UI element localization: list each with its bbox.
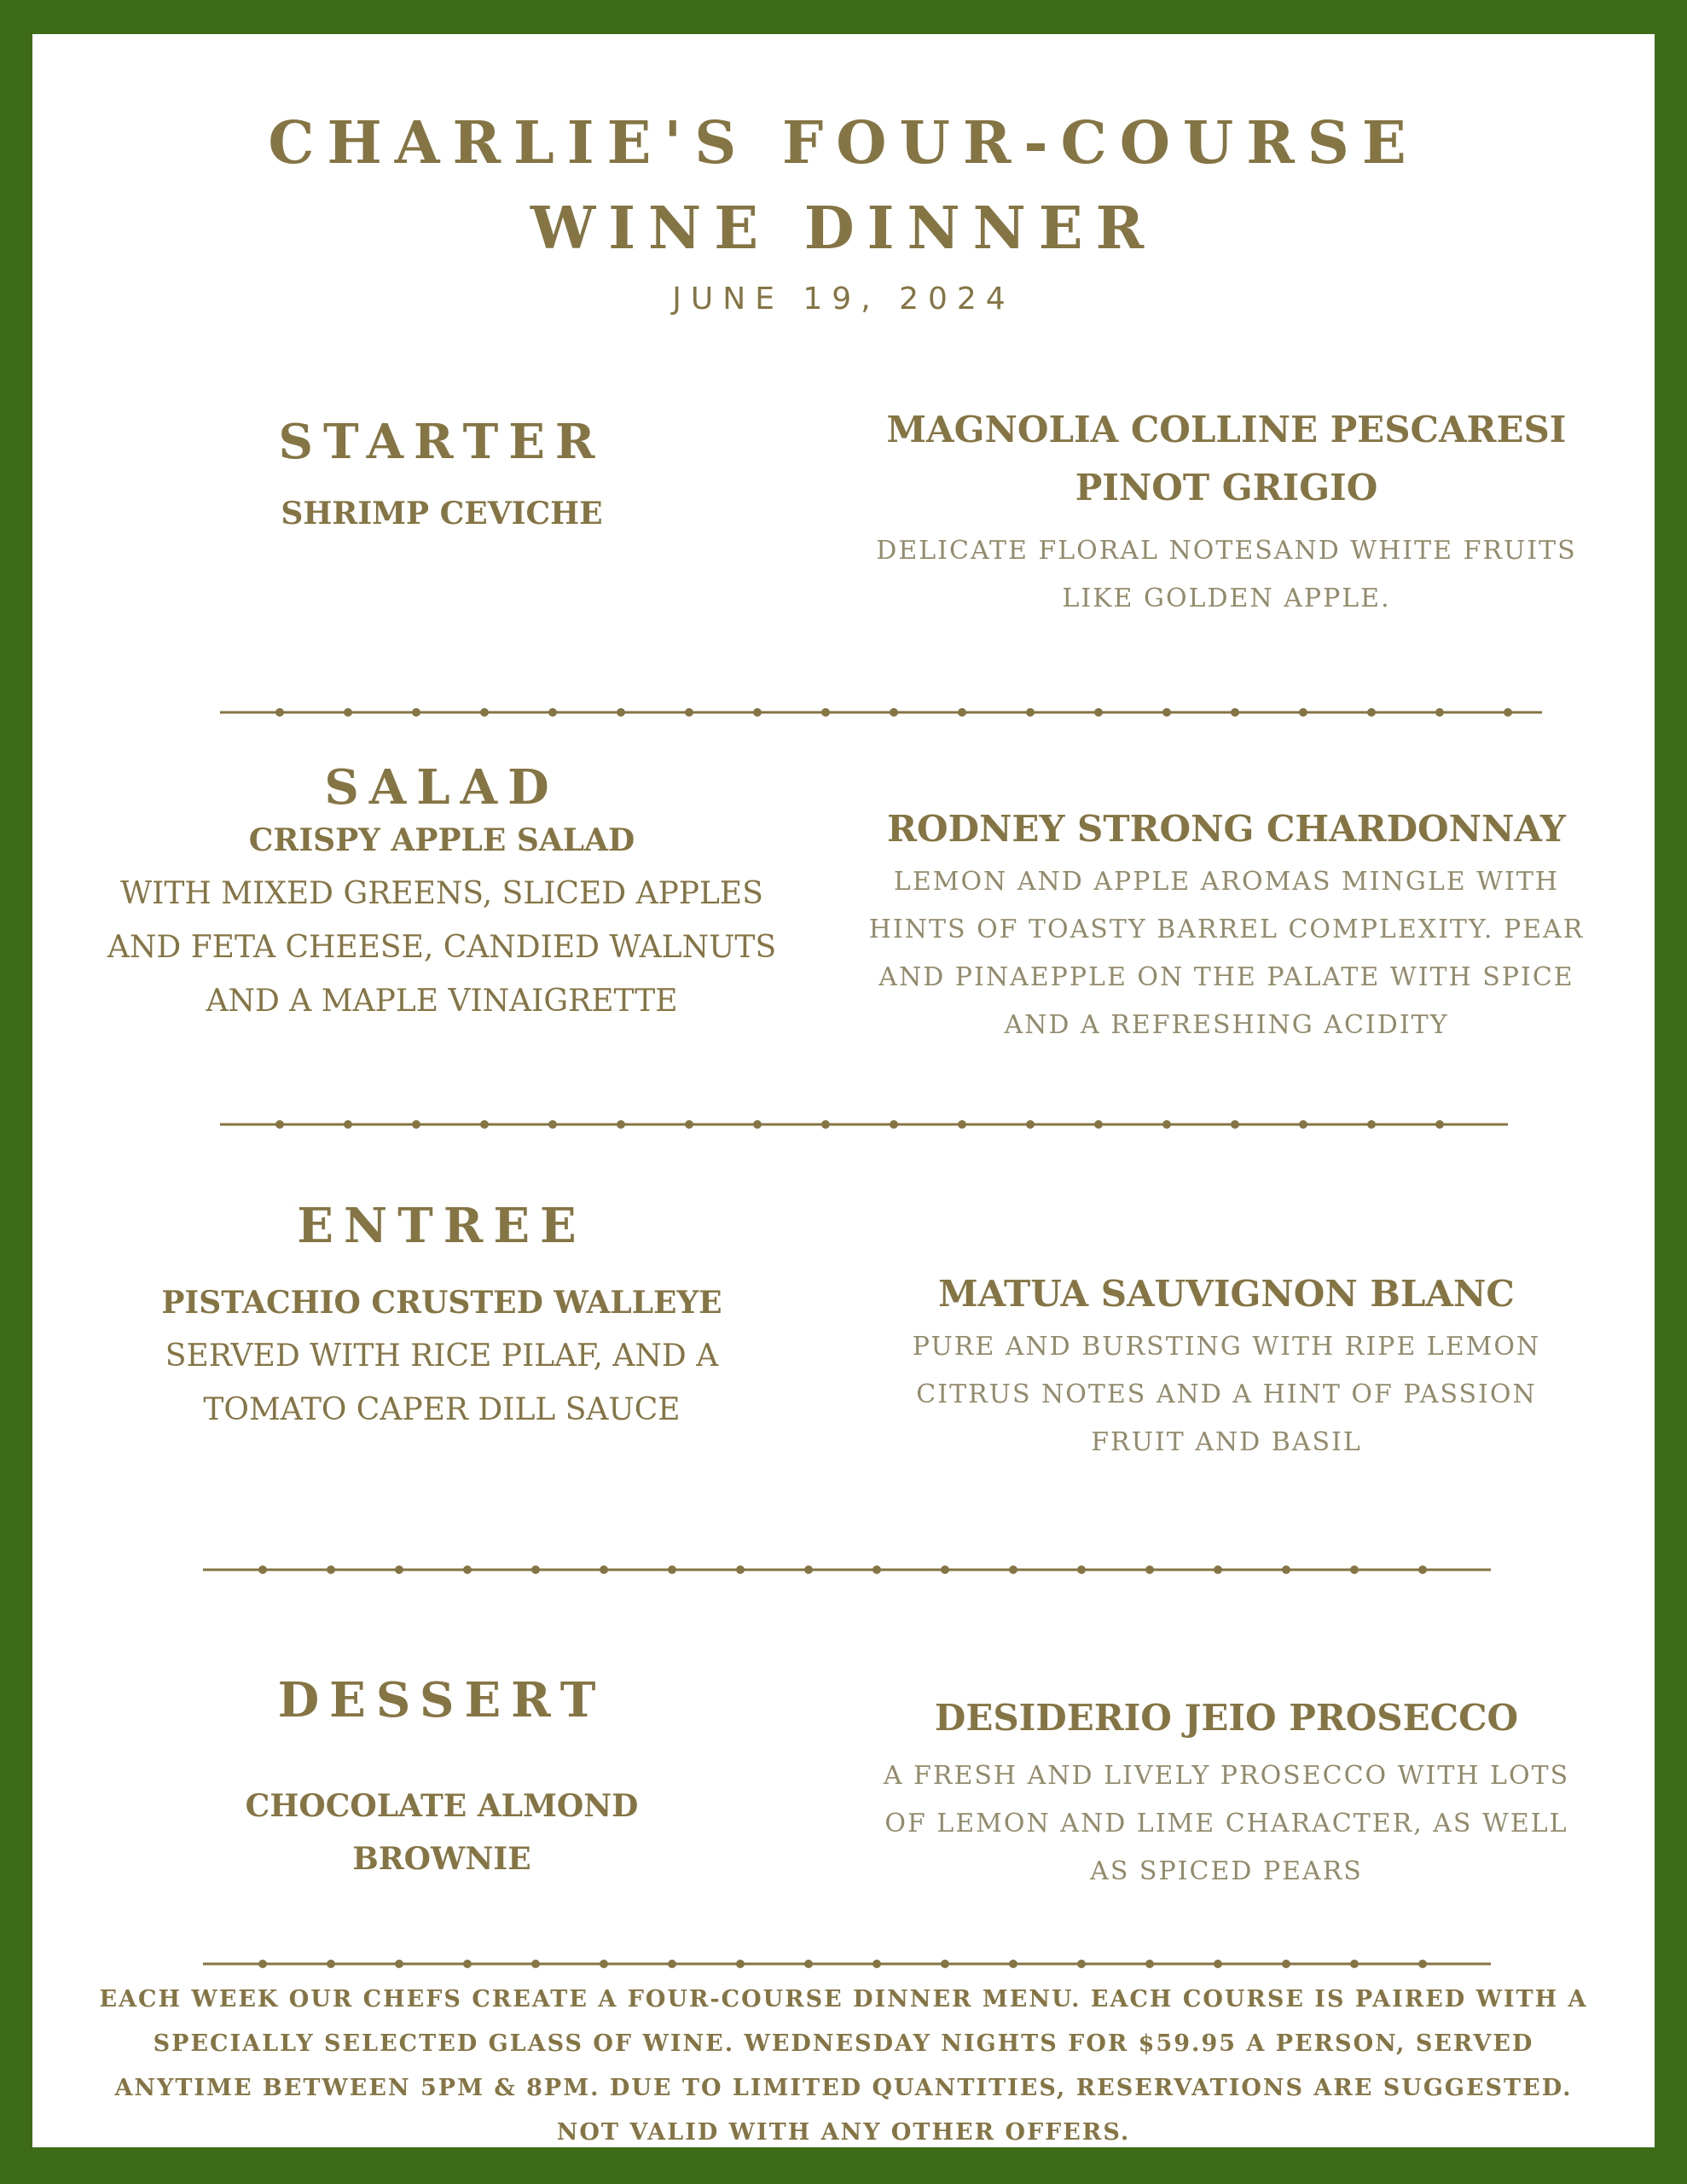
divider-dot xyxy=(1504,708,1512,717)
wine-description-salad: LEMON AND APPLE AROMAS MINGLE WITH HINTS OF TOASTY BARREL COMPLEXITY. PEAR AND PINAEPPLE ON THE PALATE WITH SPICE AND A REFRESHING ACIDITY xyxy=(868,867,1585,1040)
divider-dot xyxy=(872,1565,881,1574)
wine-description-starter: DELICATE FLORAL NOTESAND WHITE FRUITS LIKE GOLDEN APPLE. xyxy=(876,536,1577,613)
divider-dot xyxy=(275,708,284,717)
section-divider-4 xyxy=(203,1955,1491,1972)
divider-dot xyxy=(1145,1565,1154,1574)
title-line-2: WINE DINNER xyxy=(530,195,1157,263)
divider-dot xyxy=(941,1960,949,1968)
divider-dot xyxy=(275,1120,284,1129)
divider-dot xyxy=(327,1565,335,1574)
divider-dot xyxy=(668,1960,676,1968)
divider-dot xyxy=(412,1120,420,1129)
page-title xyxy=(32,101,1655,271)
course-name-entree: ENTREE xyxy=(297,1198,587,1254)
divider-dot xyxy=(1214,1960,1222,1968)
dessert-wine-block xyxy=(809,1689,1644,1896)
dessert-dish-block xyxy=(101,1670,783,1885)
divider-dot xyxy=(600,1565,608,1574)
divider-dot xyxy=(1367,1120,1376,1129)
section-divider-2 xyxy=(220,1116,1508,1133)
divider-dot xyxy=(1077,1565,1086,1574)
divider-dot xyxy=(1214,1565,1222,1574)
footer-note: EACH WEEK OUR CHEFS CREATE A FOUR-COURSE DINNER MENU. EACH COURSE IS PAIRED WITH A SPECIALLY SELECTED GLASS OF WINE. WEDNESDAY NIGHTS FOR $59.95 A PERSON, SERVED ANYTIME BETWEEN 5PM & 8PM. DUE TO LIMITED QUANTITIES, RESERVATIONS ARE SUGGESTED. NOT VALID WITH ANY OTHER OFFERS. xyxy=(99,1986,1588,2146)
divider-dot xyxy=(463,1960,472,1968)
divider-dot xyxy=(480,1120,489,1129)
divider-dot xyxy=(617,708,625,717)
dish-description-salad: WITH MIXED GREENS, SLICED APPLES AND FETA CHEESE, CANDIED WALNUTS AND A MAPLE VINAIGRETTE xyxy=(107,876,777,1019)
divider-dot xyxy=(753,1120,762,1129)
divider-dot xyxy=(1026,1120,1035,1129)
divider-dot xyxy=(685,1120,693,1129)
divider-dot xyxy=(685,708,693,717)
divider-dot xyxy=(941,1565,949,1574)
entree-dish-block xyxy=(101,1196,783,1437)
divider-dot xyxy=(1231,1120,1239,1129)
divider-dot xyxy=(548,1120,557,1129)
divider-dot xyxy=(736,1960,745,1968)
divider-dot xyxy=(548,708,557,717)
divider-dot xyxy=(344,1120,352,1129)
divider-dot xyxy=(395,1565,403,1574)
divider-dot xyxy=(531,1565,540,1574)
divider-dot xyxy=(890,1120,898,1129)
starter-dish-block xyxy=(101,412,783,540)
divider-dot xyxy=(1094,708,1103,717)
divider-dot xyxy=(1162,1120,1171,1129)
divider-dot xyxy=(327,1960,335,1968)
divider-dot xyxy=(395,1960,403,1968)
divider-dot xyxy=(1009,1565,1017,1574)
course-name-starter: STARTER xyxy=(278,414,606,470)
wine-description-dessert: A FRESH AND LIVELY PROSECCO WITH LOTS OF LEMON AND LIME CHARACTER, AS WELL AS SPICED PEARS xyxy=(883,1761,1570,1886)
starter-wine-block xyxy=(809,401,1644,623)
divider-dot xyxy=(1282,1960,1290,1968)
divider-dot xyxy=(258,1565,267,1574)
divider-dot xyxy=(736,1565,745,1574)
course-name-dessert: DESSERT xyxy=(277,1672,606,1728)
divider-dot xyxy=(1162,708,1171,717)
wine-name-entree: MATUA SAUVIGNON BLANC xyxy=(938,1273,1515,1315)
course-name-salad: SALAD xyxy=(324,759,559,816)
divider-dot xyxy=(1282,1565,1290,1574)
divider-dot xyxy=(463,1565,472,1574)
divider-dot xyxy=(1435,1120,1444,1129)
section-divider-3 xyxy=(203,1561,1491,1578)
divider-dot xyxy=(531,1960,540,1968)
divider-dot xyxy=(1145,1960,1154,1968)
dish-name-salad: CRISPY APPLE SALAD xyxy=(248,822,635,858)
divider-dot xyxy=(1350,1565,1359,1574)
divider-dot xyxy=(890,708,898,717)
title-line-1: CHARLIE'S FOUR-COURSE xyxy=(268,109,1419,177)
section-divider-1 xyxy=(220,704,1542,721)
divider-dot xyxy=(1299,1120,1307,1129)
wine-name-dessert: DESIDERIO JEIO PROSECCO xyxy=(934,1697,1519,1739)
wine-description-entree: PURE AND BURSTING WITH RIPE LEMON CITRUS NOTES AND A HINT OF PASSION FRUIT AND BASIL xyxy=(912,1332,1541,1457)
divider-dot xyxy=(600,1960,608,1968)
divider-dot xyxy=(480,708,489,717)
divider-dot xyxy=(1418,1565,1427,1574)
divider-dot xyxy=(958,708,966,717)
divider-dot xyxy=(668,1565,676,1574)
salad-dish-block xyxy=(101,758,783,1028)
divider-dot xyxy=(821,708,830,717)
divider-dot xyxy=(344,708,352,717)
divider-dot xyxy=(1094,1120,1103,1129)
entree-wine-block xyxy=(809,1265,1644,1467)
divider-dot xyxy=(617,1120,625,1129)
dish-name-starter: SHRIMP CEVICHE xyxy=(281,496,603,531)
divider-dot xyxy=(804,1565,813,1574)
divider-dot xyxy=(1077,1960,1086,1968)
event-date: JUNE 19, 2024 xyxy=(672,282,1015,317)
wine-name-salad: RODNEY STRONG CHARDONNAY xyxy=(887,808,1566,850)
divider-dot xyxy=(1299,708,1307,717)
divider-dot xyxy=(1009,1960,1017,1968)
divider-dot xyxy=(958,1120,966,1129)
dish-name-entree: PISTACHIO CRUSTED WALLEYE xyxy=(161,1285,722,1321)
divider-dot xyxy=(1435,708,1444,717)
divider-dot xyxy=(804,1960,813,1968)
dish-description-entree: SERVED WITH RICE PILAF, AND A TOMATO CAPER DILL SAUCE xyxy=(165,1339,719,1427)
divider-dot xyxy=(1418,1960,1427,1968)
menu-page xyxy=(32,34,1655,2147)
divider-dot xyxy=(821,1120,830,1129)
salad-wine-block xyxy=(809,800,1644,1049)
divider-dot xyxy=(872,1960,881,1968)
wine-name-starter: MAGNOLIA COLLINE PESCARESI PINOT GRIGIO xyxy=(886,409,1567,508)
divider-dot xyxy=(1367,708,1376,717)
divider-dot xyxy=(1350,1960,1359,1968)
divider-dot xyxy=(1231,708,1239,717)
divider-dot xyxy=(258,1960,267,1968)
divider-dot xyxy=(1026,708,1035,717)
divider-dot xyxy=(412,708,420,717)
divider-dot xyxy=(753,708,762,717)
dish-name-dessert: CHOCOLATE ALMOND BROWNIE xyxy=(245,1788,639,1877)
